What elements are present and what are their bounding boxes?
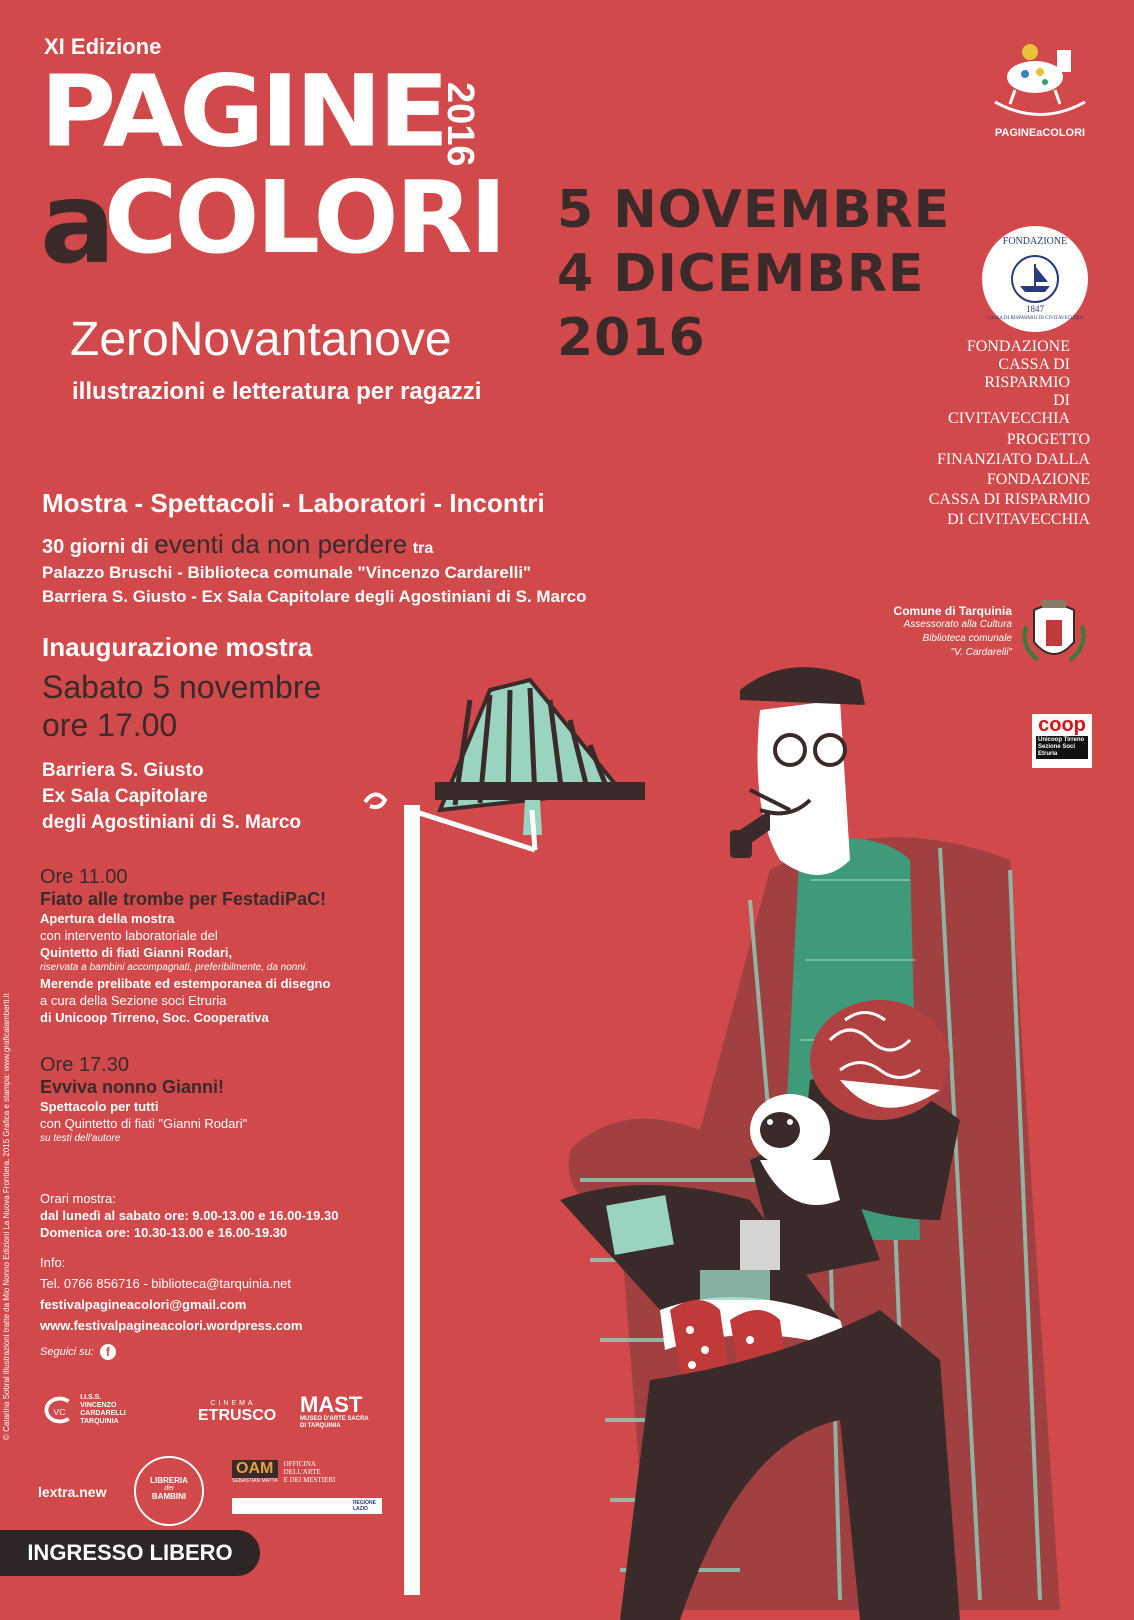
illustration-grandpa-reading (320, 660, 1134, 1620)
program-line: con intervento laboratoriale del (40, 928, 218, 943)
program-line: riservata a bambini accompagnati, preferibilmente, da nonni. (40, 962, 308, 973)
edition-label: XI Edizione (44, 34, 162, 59)
seal-year: 1847 (1026, 304, 1044, 314)
side-credit: © Catarina Sobral illustrazioni tratte da Mio Nonno Edizioni La Nuova Frontiera, 2015 Grafica e stampa: www.graficalamberti.it (2, 993, 11, 1440)
events-prefix: 30 giorni di (42, 536, 149, 558)
coop-mark: coop (1038, 714, 1086, 736)
oam-line: E DEI MESTIERI (283, 1476, 336, 1484)
inauguration-heading: Inaugurazione mostra (42, 632, 313, 662)
date-year: 2016 (557, 308, 706, 368)
program-title: Fiato alle trombe per FestadiPaC! (40, 889, 327, 909)
info-label: Info: (40, 1255, 66, 1270)
title-year: 2016 (439, 82, 481, 167)
coop-line: Etruria (1038, 751, 1058, 757)
tagline: illustrazioni e letteratura per ragazzi (72, 378, 482, 405)
iiss-line: I.I.S.S. (80, 1394, 102, 1401)
libreria-line: LIBRERIA (150, 1476, 188, 1485)
oam-mark: OAM (232, 1460, 278, 1478)
iiss-line: VINCENZO CARDARELLI (80, 1402, 126, 1417)
comune-block (880, 604, 1012, 660)
pagine-colori-logo (985, 32, 1095, 142)
location-line: degli Agostiniani di S. Marco (42, 812, 301, 833)
iiss-line: TARQUINIA (80, 1418, 119, 1425)
program-time: Ore 11.00 (40, 866, 128, 888)
subtitle: ZeroNovantanove (70, 313, 452, 366)
libreria-line: BAMBINI (151, 1492, 187, 1501)
mast-line: DI TARQUINIA (300, 1423, 341, 1429)
free-entry-banner: INGRESSO LIBERO (0, 1530, 260, 1576)
coop-line: Unicoop Tirreno (1038, 737, 1085, 743)
pagine-colori-logo-text: PAGINEaCOLORI (994, 127, 1086, 139)
info-website[interactable]: www.festivalpagineacolori.wordpress.com (40, 1318, 303, 1333)
libreria-logo (134, 1456, 204, 1526)
regione-line: REGIONE (352, 1500, 376, 1506)
foundation-line: DI CIVITAVECCHIA (948, 392, 1070, 427)
coop-line: Sezione Soci (1038, 744, 1076, 750)
facebook-icon[interactable]: f (100, 1344, 116, 1360)
foundation-name (930, 338, 1070, 428)
follow-label: Seguici su: (40, 1346, 94, 1358)
foundation-line: CASSA DI RISPARMIO (984, 356, 1070, 391)
seal-bottom-text: CASSA DI RISPARMIO DI CIVITAVECCHIA (986, 316, 1084, 321)
events-suffix: tra (412, 540, 434, 557)
project-funding (860, 430, 1090, 530)
rocking-horse-icon (985, 32, 1095, 122)
info-contact[interactable]: Tel. 0766 856716 - biblioteca@tarquinia.net (40, 1276, 291, 1291)
inauguration-location (42, 758, 301, 836)
mast-line: MUSEO D'ARTE SACRA (300, 1416, 369, 1422)
inauguration-time: ore 17.00 (42, 707, 178, 743)
program-line: su testi dell'autore (40, 1133, 121, 1144)
foundation-seal (982, 226, 1088, 332)
ship-icon (1010, 254, 1060, 304)
program-line: Merende prelibate ed estemporanea di disegno (40, 976, 331, 991)
cinema-name: ETRUSCO (198, 1407, 277, 1424)
program-line: con Quintetto di fiati "Gianni Rodari" (40, 1116, 248, 1131)
lextra-logo: lextra.new (38, 1484, 107, 1500)
title-colori: COLORI (104, 159, 504, 276)
oam-line: OFFICINA (283, 1460, 316, 1468)
program-line: Quintetto di fiati Gianni Rodari, (40, 945, 233, 960)
date-start: 5 NOVEMBRE (557, 180, 951, 240)
regione-line: LAZIO (352, 1506, 368, 1512)
date-end: 4 DICEMBRE (557, 244, 925, 304)
title-pagine: PAGINE (40, 53, 446, 170)
mast-name: MAST (300, 1392, 363, 1417)
comune-line: Biblioteca comunale (922, 633, 1012, 644)
program-line: a cura della Sezione soci Etruria (40, 993, 227, 1008)
info-email[interactable]: festivalpagineacolori@gmail.com (40, 1297, 247, 1312)
project-line: FINANZIATO DALLA (936, 451, 1090, 468)
iiss-logo (40, 1394, 160, 1426)
program-title: Evviva nonno Gianni! (40, 1077, 225, 1097)
categories: Mostra - Spettacoli - Laboratori - Incontri (42, 488, 545, 518)
libreria-line: dei (164, 1485, 174, 1492)
location-line: Barriera S. Giusto (42, 760, 204, 781)
oam-artist: SEBASTIAN MATTA (232, 1478, 278, 1484)
events-highlight: eventi da non perdere (154, 529, 408, 559)
location-line: Ex Sala Capitolare (42, 786, 208, 807)
program-line: Apertura della mostra (40, 911, 175, 926)
inauguration-date: Sabato 5 novembre (42, 669, 322, 705)
comune-name: Comune di Tarquinia (893, 604, 1012, 618)
foundation-line: FONDAZIONE (966, 338, 1070, 355)
comune-line: "V. Cardarelli" (950, 647, 1012, 658)
inauguration-datetime (42, 668, 321, 744)
program-time: Ore 17.30 (40, 1054, 129, 1076)
title-a: a (40, 159, 116, 289)
events-venue-1: Palazzo Bruschi - Biblioteca comunale "Vincenzo Cardarelli" (42, 563, 532, 582)
svg-text:VC: VC (53, 1406, 66, 1417)
cinema-logo (198, 1400, 277, 1425)
program-line: Spettacolo per tutti (40, 1099, 159, 1114)
oam-line: DELL'ARTE (283, 1468, 321, 1476)
hours-label: Orari mostra: (40, 1191, 116, 1206)
comune-line: Assessorato alla Cultura (903, 619, 1012, 630)
project-line: CASSA DI RISPARMIO (928, 491, 1090, 508)
iiss-emblem-icon (40, 1395, 76, 1425)
project-line: DI CIVITAVECCHIA (947, 511, 1090, 528)
project-line: PROGETTO (1006, 431, 1090, 448)
program-line: di Unicoop Tirreno, Soc. Cooperativa (40, 1010, 269, 1025)
hours-sunday: Domenica ore: 10.30-13.00 e 16.00-19.30 (40, 1225, 288, 1240)
events-venue-2: Barriera S. Giusto - Ex Sala Capitolare degli Agostiniani di S. Marco (42, 587, 587, 606)
hours-weekdays: dal lunedì al sabato ore: 9.00-13.00 e 16.00-19.30 (40, 1208, 339, 1223)
events-block (42, 529, 587, 609)
cinema-label: CINEMA (210, 1400, 256, 1407)
seal-top-text: FONDAZIONE (1002, 236, 1068, 247)
tarquinia-crest-icon (1018, 596, 1090, 670)
project-line: FONDAZIONE (986, 471, 1090, 488)
